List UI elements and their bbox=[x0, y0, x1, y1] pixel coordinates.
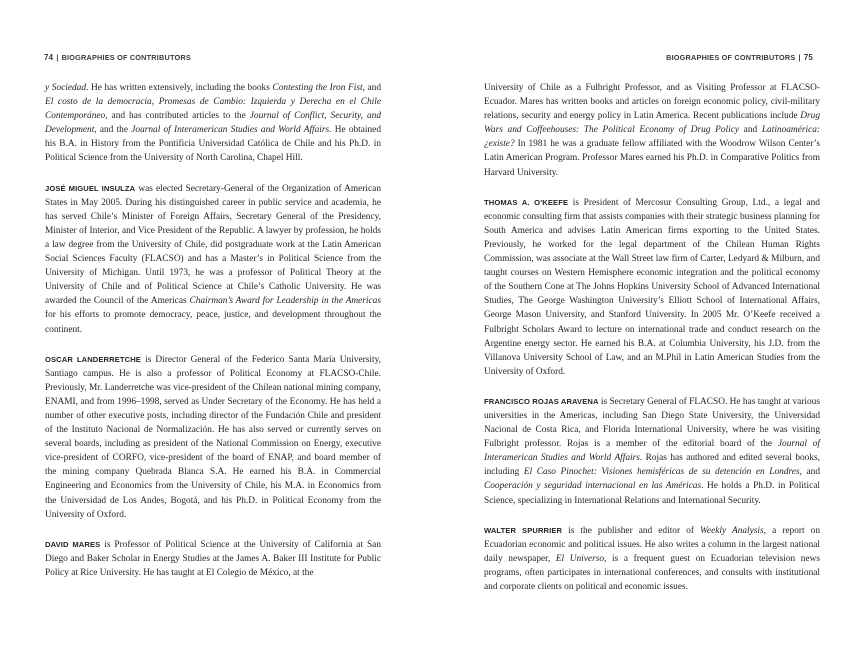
contributor-bio bbox=[45, 353, 381, 522]
italic-title-text: Latinoamérica: ¿existe? bbox=[484, 125, 820, 150]
italic-title-text: y Sociedad bbox=[45, 83, 87, 93]
right-page-number: 75 bbox=[803, 53, 813, 62]
contributor-bio bbox=[484, 524, 820, 594]
bio-text: . He has written extensively, including the books bbox=[86, 83, 273, 93]
contributor-bio bbox=[484, 196, 820, 379]
bio-text: , bbox=[151, 97, 159, 108]
bio-text: for his efforts to promote democracy, peace, justice, and development throughout the continent. bbox=[45, 310, 381, 335]
right-page bbox=[432, 0, 864, 648]
italic-title-text: Drug Wars and Coffeehouses: The Political Economy of Drug Policy bbox=[484, 111, 820, 136]
bio-text: was elected Secretary-General of the Organization of American States in May 2005. During his distinguished career in public service and academia, he has served Chile’s Minister of Foreign Affairs, Secretary General of the Presidency, Minister of Interior, and Vice President of the Republic. A lawyer by profession, he holds a law degree from the University of Chile, did postgraduate work at the Latin American Social Sciences Faculty (FLACSO) and has a Master’s in Political Science from the University of Michigan. Until 1973, he was a professor of Political Theory at the University of Chile and of Political Science at Chile’s Catholic University. He was awarded the Council of the Americas bbox=[45, 183, 381, 307]
right-running-head-title: BIOGRAPHIES OF CONTRIBUTORS bbox=[666, 53, 796, 62]
bio-text: , and the bbox=[94, 125, 132, 136]
contributor-bio bbox=[484, 81, 820, 180]
italic-title-text: Contesting the Iron Fist bbox=[272, 83, 363, 93]
bio-text: In 1981 he was a graduate fellow affiliated with the Woodrow Wilson Center’s Latin American Program. Professor Mares earned his Ph.D. in Comparative Politics from Harvard University. bbox=[484, 139, 820, 178]
contributor-name: DAVID MARES bbox=[45, 539, 101, 549]
contributor-name: THOMAS A. O’KEEFE bbox=[484, 197, 569, 207]
italic-title-text: Journal of Interamerican Studies and World Affairs bbox=[131, 125, 330, 136]
bio-text: . He holds a Ph.D. in Political Science, specializing in International Relations and International Security. bbox=[484, 481, 820, 506]
bio-text: , a report on Ecuadorian economic and political issues. He also writes a column in the largest national daily newspaper, bbox=[484, 525, 820, 564]
right-header-separator: | bbox=[798, 53, 801, 62]
bio-text: is the publisher and editor of bbox=[562, 525, 700, 536]
italic-title-text: Promesas de Cambio: Izquierda y Derecha en el Chile Contemporáneo bbox=[45, 97, 381, 122]
contributor-name: FRANCISCO ROJAS ARAVENA bbox=[484, 396, 599, 406]
contributor-name: OSCAR LANDERRETCHE bbox=[45, 354, 141, 364]
italic-title-text: Cooperación y seguridad internacional en las Américas bbox=[484, 481, 702, 492]
contributor-bio bbox=[484, 395, 820, 508]
bio-text: and bbox=[739, 125, 762, 136]
italic-title-text: Chairman’s Award for Leadership in the Americas bbox=[189, 296, 381, 307]
right-running-header bbox=[666, 53, 813, 62]
italic-title-text: Weekly Analysis bbox=[700, 525, 764, 536]
left-running-header bbox=[44, 53, 191, 62]
contributor-name: WALTER SPURRIER bbox=[484, 525, 563, 535]
left-column bbox=[45, 81, 381, 580]
bio-text: is Professor of Political Science at the University of California at San Diego and Baker Scholar in Energy Studies at the James A. Baker III Institute for Public Policy at Rice University. He has taught at El Colegio de México, at the bbox=[45, 539, 381, 578]
left-running-head-title: BIOGRAPHIES OF CONTRIBUTORS bbox=[61, 53, 191, 62]
left-header-separator: | bbox=[56, 53, 59, 62]
italic-title-text: Journal of Interamerican Studies and World Affairs bbox=[484, 439, 820, 464]
contributor-bio bbox=[45, 81, 381, 166]
bio-text: , and has contributed articles to the bbox=[105, 111, 250, 122]
bio-text: , is a frequent guest on Ecuadorian television news programs, often participates in international conferences, and consults with institutional and corporate clients on political and economic issues. bbox=[484, 553, 820, 592]
bio-text: is President of Mercosur Consulting Group, Ltd., a legal and economic consulting firm that assists companies with their strategic business planning for South America and advises Latin American firms exporting to the United States. Previously, he worked for the legal department of the Chilean Human Rights Commission, was associate at the Wall Street law firm of Carter, Ledyard & Milburn, and taught courses on Western Hemisphere economic integration and the political economy of the Southern Cone at The Johns Hopkins University School of Advanced International Studies, The George Washington University’s Elliott School of International Affairs, George Mason University, and Stanford University. In 2005 Mr. O’Keefe received a Fulbright Scholars Award to lecture on international trade and conduct research on the Argentine energy sector. He earned his B.A. at Columbia University, his J.D. from the Villanova University School of Law, and an M.Phil in Latin American Studies from the University of Oxford. bbox=[484, 197, 820, 377]
italic-title-text: El Universo bbox=[555, 553, 605, 564]
bio-text: . Rojas has authored and edited several books, including bbox=[484, 453, 820, 478]
italic-title-text: El costo de la democracia bbox=[45, 97, 152, 108]
italic-title-text: Journal of Conflict, Security, and Development bbox=[45, 111, 381, 136]
bio-text: is Secretary General of FLACSO. He has taught at various universities in the Americas, including San Diego State University, the Universidad Nacional de Costa Rica, and Florida International University, where he was visiting Fulbright professor. Rojas is a member of the editorial board of the bbox=[484, 396, 820, 450]
bio-text: is Director General of the Federico Santa María University, Santiago campus. He is also a professor of Political Economy at FLACSO-Chile. Previously, Mr. Landerretche was vice-president of the Chilean national mining company, ENAMI, and from 1996–1998, served as Under Secretary of the Economy. He has held a number of other executive posts, including director of the Fundación Chile and president of the Instituto Nacional de Normalización. He has also served or currently serves on several boards, including as president of the National Commission on Energy, executive vice-president of CORFO, vice-president of the board of ENAP, and board member of the mining company Quebrada Blanca S.A. He earned his B.A. in Commercial Engineering and Economics from the University of Chile, his M.A. in Economics from the Universidad de Los Andes, Bogotá, and his Ph.D. in Political Economy from the University of Oxford. bbox=[45, 354, 381, 520]
italic-title-text: El Caso Pinochet: Visiones hemisféricas de su detención en Londres bbox=[523, 467, 800, 478]
bio-text: . He obtained his B.A. in History from the Pontificia Universidad Católica de Chile and his Ph.D. in Political Science from the University of North Carolina, Chapel Hill. bbox=[45, 125, 381, 164]
bio-text: University of Chile as a Fulbright Professor, and as Visiting Professor at FLACSO-Ecuador. Mares has written books and articles on foreign economic policy, civil-military relations, security and energy policy in Latin America. Recent publications include bbox=[484, 83, 820, 122]
right-column bbox=[484, 81, 820, 594]
bio-text: , and bbox=[799, 467, 820, 478]
contributor-bio bbox=[45, 538, 381, 580]
contributor-bio bbox=[45, 182, 381, 337]
bio-text: , and bbox=[362, 83, 382, 93]
left-page-number: 74 bbox=[44, 53, 54, 62]
contributor-name: JOSÉ MIGUEL INSULZA bbox=[45, 183, 136, 193]
